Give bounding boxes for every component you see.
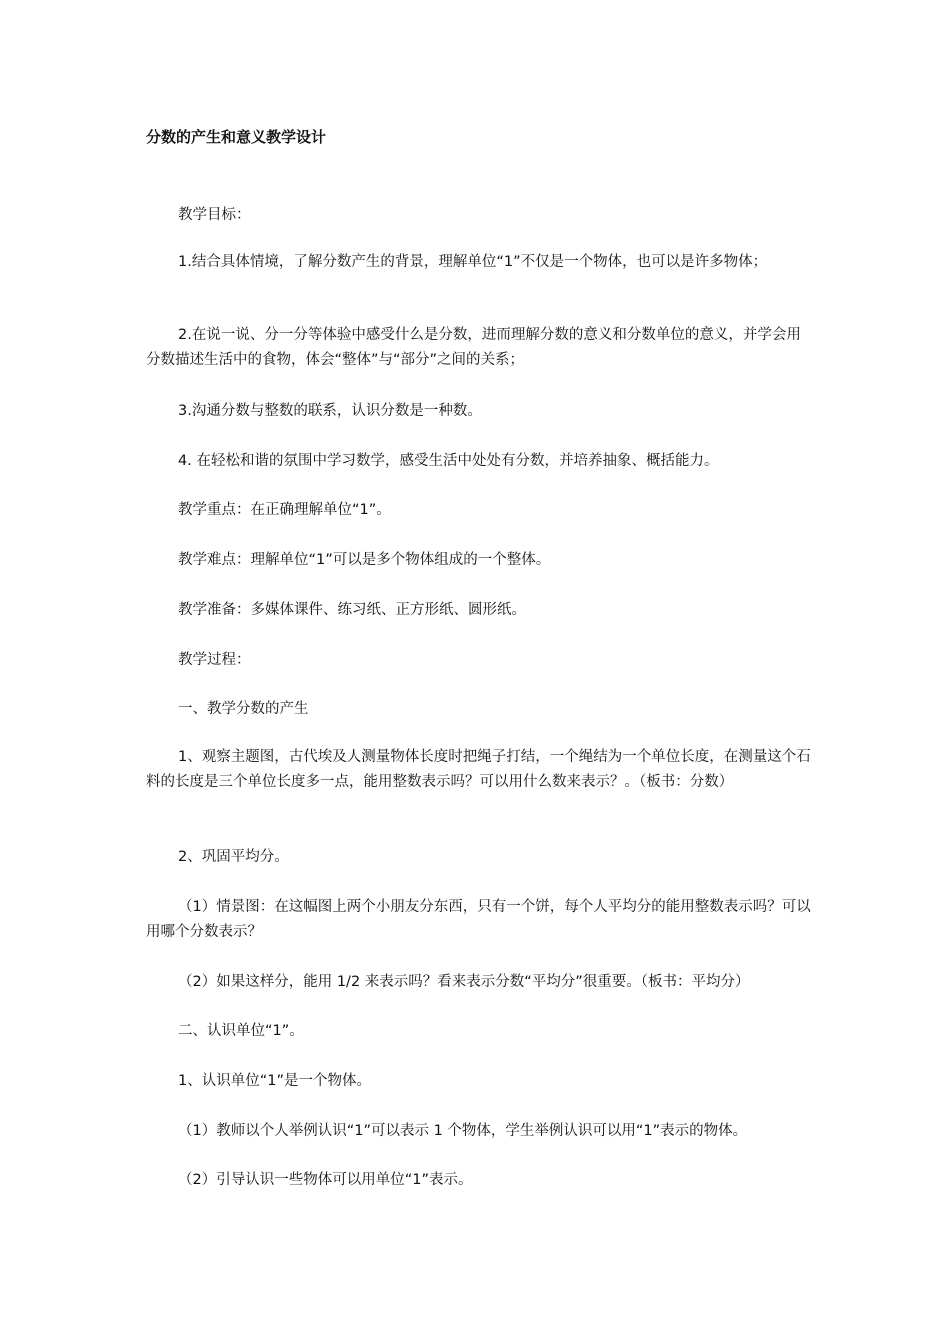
part-two-heading: 二、认识单位“1”。 <box>178 1023 304 1039</box>
part-one-item-1: 1、观察主题图，古代埃及人测量物体长度时把绳子打结，一个绳结为一个单位长度，在测量这个石料的长度是三个单位长度多一点，能用整数表示吗？可以用什么数来表示？。（板书：分数） <box>146 749 811 790</box>
objective-4: 4. 在轻松和谐的氛围中学习数学，感受生活中处处有分数，并培养抽象、概括能力。 <box>178 453 719 469</box>
difficult-point: 教学难点：理解单位“1”可以是多个物体组成的一个整体。 <box>178 552 551 568</box>
part-one-item-2-sub-2: （2）如果这样分，能用 1/2 来表示吗？看来表示分数“平均分”很重要。（板书：平均分） <box>178 974 750 990</box>
part-one-heading: 一、教学分数的产生 <box>178 701 309 717</box>
key-point: 教学重点：在正确理解单位“1”。 <box>178 502 391 518</box>
part-one-item-2: 2、巩固平均分。 <box>178 849 289 865</box>
part-two-item-1-sub-1: （1）教师以个人举例认识“1”可以表示 1 个物体，学生举例认识可以用“1”表示的物体。 <box>178 1123 748 1139</box>
section-heading-objectives: 教学目标： <box>178 207 251 223</box>
objective-1: 1.结合具体情境，了解分数产生的背景，理解单位“1”不仅是一个物体，也可以是许多物体； <box>178 254 768 270</box>
preparation: 教学准备：多媒体课件、练习纸、正方形纸、圆形纸。 <box>178 602 526 618</box>
section-heading-process: 教学过程： <box>178 652 251 668</box>
document-title: 分数的产生和意义教学设计 <box>146 128 327 146</box>
objective-3: 3.沟通分数与整数的联系，认识分数是一种数。 <box>178 403 482 419</box>
part-two-item-1-sub-2: （2）引导认识一些物体可以用单位“1”表示。 <box>178 1172 473 1188</box>
part-two-item-1: 1、认识单位“1”是一个物体。 <box>178 1073 371 1089</box>
part-one-item-2-sub-1: （1）情景图：在这幅图上两个小朋友分东西，只有一个饼，每个人平均分的能用整数表示吗？可以用哪个分数表示？ <box>146 899 811 940</box>
objective-2: 2.在说一说、分一分等体验中感受什么是分数，进而理解分数的意义和分数单位的意义，并学会用分数描述生活中的食物，体会“整体”与“部分”之间的关系； <box>146 327 801 368</box>
